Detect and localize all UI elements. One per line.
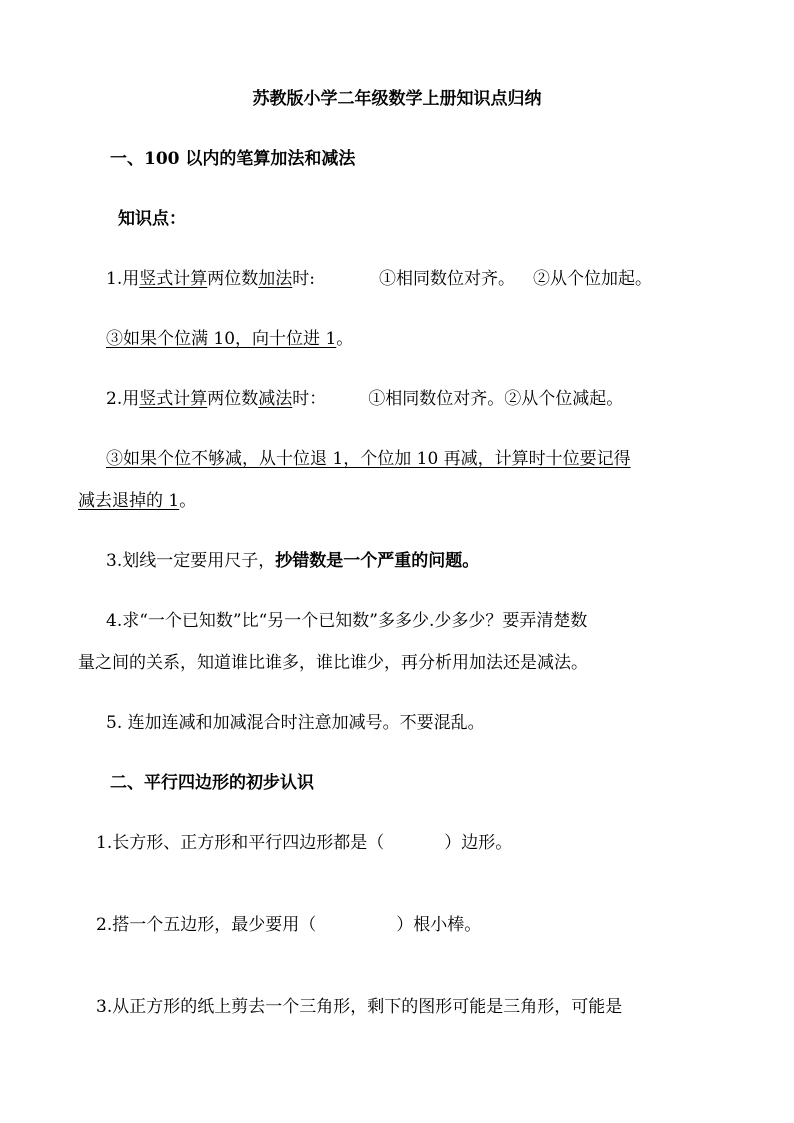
paragraph-2b: [106, 448, 748, 470]
p1-num: 1.用: [106, 269, 140, 289]
p1-mid: 两位数: [207, 269, 259, 289]
paragraph-4-line-1: 4.求“一个已知数”比“另一个已知数”多多少.少多少？要弄清楚数: [106, 611, 588, 631]
p2-tail: 时：: [292, 389, 327, 409]
p2b-underline: ③如果个位不够减，从十位退 1，个位加 10 再减，计算时十位要记得: [106, 449, 631, 469]
p1-underline-2: 加法: [258, 269, 293, 289]
paragraph-3: [106, 550, 748, 572]
document-title: 苏教版小学二年级数学上册知识点归纳: [252, 89, 542, 109]
section-1-heading: 一、100 以内的笔算加法和减法: [110, 149, 356, 169]
paragraph-5: 5. 连加连减和加减混合时注意加减号。不要混乱。: [106, 713, 485, 733]
q1-text-a: 1.长方形、正方形和平行四边形都是（: [96, 833, 385, 853]
p2-underline-1: 竖式计算: [139, 389, 208, 409]
p1-tail: 时:: [292, 269, 315, 289]
q2-text-b: ）根小棒。: [396, 915, 482, 935]
section-2-heading: 二、平行四边形的初步认识: [110, 773, 314, 793]
p1-rule-2: ②从个位加起。: [532, 269, 652, 289]
p1b-tail: 。: [336, 329, 354, 349]
p1-rule-1: ①相同数位对齐。: [378, 269, 515, 289]
question-2: [96, 914, 738, 936]
q2-text-a: 2.搭一个五边形，最少要用（: [96, 915, 317, 935]
p3-bold: 抄错数是一个严重的问题。: [275, 551, 480, 571]
paragraph-1: [106, 268, 748, 290]
p1b-underline: ③如果个位满 10，向十位进 1: [106, 329, 337, 349]
paragraph-1b: [106, 328, 748, 350]
p2-rules: ①相同数位对齐。②从个位减起。: [368, 389, 624, 409]
p2-mid: 两位数: [207, 389, 259, 409]
paragraph-2c: [78, 490, 720, 512]
question-1: [96, 832, 738, 854]
question-3: 3.从正方形的纸上剪去一个三角形，剩下的图形可能是三角形，可能是: [96, 997, 623, 1017]
p3-normal: 3.划线一定要用尺子，: [106, 551, 276, 571]
paragraph-2: [106, 388, 748, 410]
p2-num: 2.用: [106, 389, 140, 409]
p2c-tail: 。: [179, 491, 197, 511]
p1-underline-1: 竖式计算: [139, 269, 208, 289]
p2c-underline: 减去退掉的 1: [78, 491, 180, 511]
q1-text-b: ）边形。: [444, 833, 513, 853]
p2-underline-2: 减法: [258, 389, 293, 409]
knowledge-label: 知识点：: [118, 209, 186, 229]
paragraph-4-line-2: 量之间的关系，知道谁比谁多，谁比谁少，再分析用加法还是减法。: [78, 653, 588, 673]
